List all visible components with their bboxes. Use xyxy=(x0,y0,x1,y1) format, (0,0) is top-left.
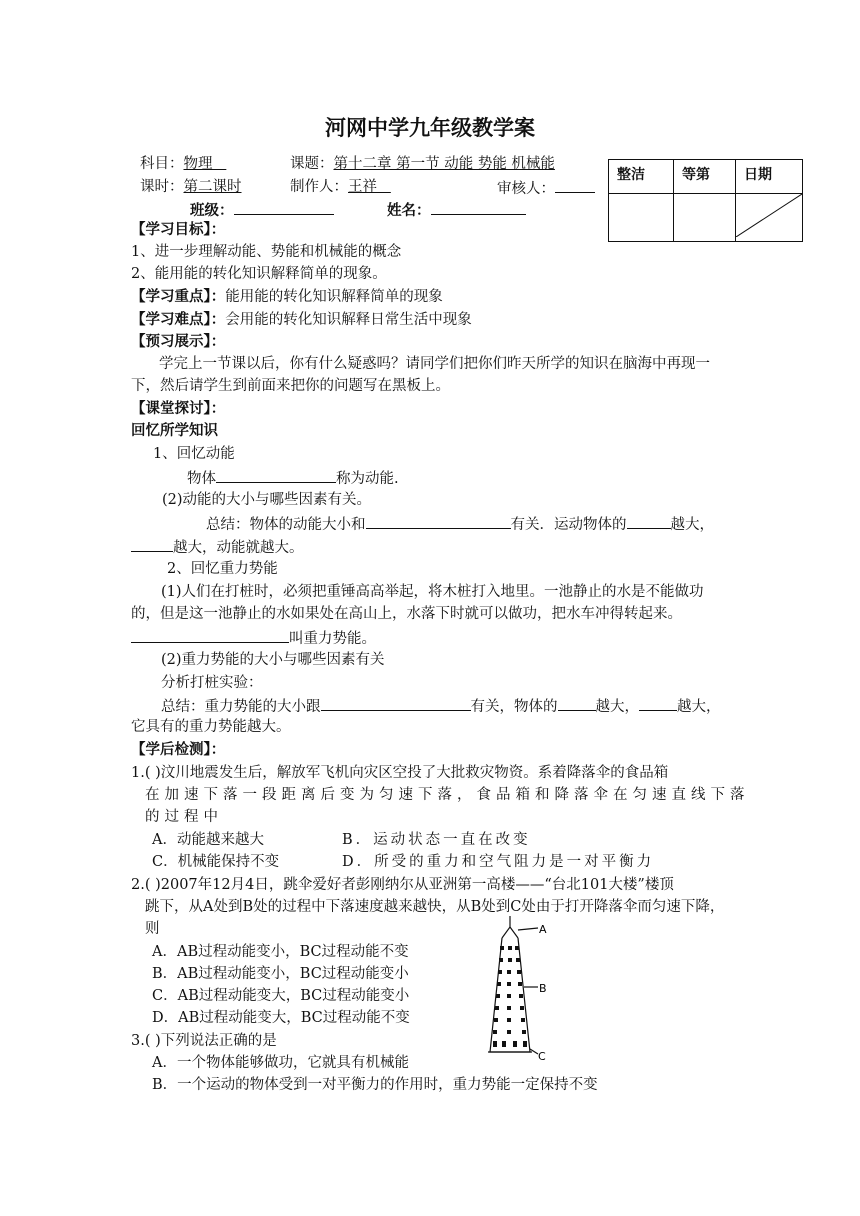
author-line: 制作人：王祥 xyxy=(290,179,377,195)
topic-line: 课题：第十二章 第一节 动能 势能 机械能 xyxy=(290,156,555,172)
name-blank xyxy=(431,199,526,215)
label-a: A xyxy=(539,923,547,936)
gpe-factors: (2)重力势能的大小与哪些因素有关 xyxy=(161,652,385,668)
grade-cell-date[interactable] xyxy=(736,194,803,242)
ke-summary-line2: 越大，动能就越大。 xyxy=(131,536,304,558)
q2-option-c: C．AB过程动能变大，BC过程动能变小 xyxy=(152,988,410,1004)
period-line: 课时：第二课时 xyxy=(140,179,242,195)
ke-definition-blank xyxy=(216,467,336,483)
q1-stem-line2: 在加速下落一段距离后变为匀速下落，食品箱和降落伞在匀速直线下落 xyxy=(145,787,750,803)
class-line: 班级： xyxy=(190,199,334,221)
author-value: 王祥 xyxy=(348,179,377,195)
taipei-101-tower-figure xyxy=(478,914,548,1062)
q2-option-b: B．AB过程动能变小，BC过程动能变小 xyxy=(152,966,409,982)
ke-summary-blank-3 xyxy=(131,536,173,552)
gpe-summary-blank-2 xyxy=(558,695,596,711)
grade-header-neatness: 整洁 xyxy=(609,160,674,194)
gpe-summary-blank-3 xyxy=(639,695,677,711)
objectives-heading: 【学习目标】： xyxy=(131,222,226,238)
q1-option-b: B．运动状态一直在改变 xyxy=(342,832,531,848)
objective-item: 2、能用能的转化知识解释简单的现象。 xyxy=(131,266,387,282)
subject-value: 物理 xyxy=(183,156,213,172)
label-b: B xyxy=(539,982,547,995)
label-c: C xyxy=(538,1050,546,1062)
gpe-definition-blank xyxy=(131,627,289,643)
ke-title: 1、回忆动能 xyxy=(153,446,235,462)
q1-option-c: C．机械能保持不变 xyxy=(152,854,280,870)
class-blank xyxy=(234,199,334,215)
ke-factors: (2)动能的大小与哪些因素有关。 xyxy=(162,492,372,508)
grade-header-level: 等第 xyxy=(674,160,736,194)
gpe-definition: 叫重力势能。 xyxy=(131,627,376,649)
ke-summary-blank-1 xyxy=(366,513,511,529)
page-title: 河网中学九年级教学案 xyxy=(325,116,535,140)
ke-definition: 物体 称为动能. xyxy=(187,467,399,489)
difficult-point: 【学习难点】：会用能的转化知识解释日常生活中现象 xyxy=(131,312,472,328)
grade-table xyxy=(608,159,803,242)
q2-option-a: A．AB过程动能变小，BC过程动能不变 xyxy=(152,944,409,960)
name-line: 姓名： xyxy=(387,199,526,221)
gpe-experiment: 分析打桩实验： xyxy=(161,675,263,691)
diagonal-line-icon xyxy=(736,194,802,237)
gpe-summary-blank-1 xyxy=(321,695,471,711)
discussion-heading: 【课堂探讨】： xyxy=(131,401,226,417)
grade-cell-level[interactable] xyxy=(674,194,736,242)
gpe-summary-line2: 它具有的重力势能越大。 xyxy=(131,719,291,735)
gpe-paragraph: (1)人们在打桩时，必须把重锤高高举起，将木桩打入地里。一池静止的水是不能做功的，但是这一池静止的水如果处在高山上，水落下时就可以做功，把水车冲得转起来。 xyxy=(131,584,704,622)
q1-option-d: D．所受的重力和空气阻力是一对平衡力 xyxy=(342,854,655,870)
q1-option-a: A．动能越来越大 xyxy=(152,832,264,848)
q3-option-b: B．一个运动的物体受到一对平衡力的作用时，重力势能一定保持不变 xyxy=(152,1077,598,1093)
subject-line: 科目：物理 xyxy=(140,156,213,172)
grade-cell-neatness[interactable] xyxy=(609,194,674,242)
preview-heading: 【预习展示】： xyxy=(131,334,226,350)
q2-stem: 2.( )2007年12月4日，跳伞爱好者彭刚纳尔从亚洲第一高楼——“台北101大楼”楼顶 xyxy=(131,877,674,893)
ke-summary: 总结：物体的动能大小和 有关．运动物体的 越大， xyxy=(206,513,714,535)
gpe-summary: 总结：重力势能的大小跟 有关，物体的 越大， 越大， xyxy=(161,695,721,717)
preview-text: 学完上一节课以后，你有什么疑惑吗？请同学们把你们昨天所学的知识在脑海中再现一下，然后请学生到前面来把你的问题写在黑板上。 xyxy=(131,356,710,394)
review-heading: 回忆所学知识 xyxy=(131,423,218,439)
objective-item: 1、进一步理解动能、势能和机械能的概念 xyxy=(131,244,402,260)
reviewer-line: 审核人： xyxy=(497,177,595,199)
key-point: 【学习重点】：能用能的转化知识解释简单的现象 xyxy=(131,289,443,305)
ke-summary-blank-2 xyxy=(627,513,671,529)
q1-stem: 1.( )汶川地震发生后，解放军飞机向灾区空投了大批救灾物资。系着降落伞的食品箱 xyxy=(131,765,669,781)
reviewer-blank xyxy=(555,177,595,193)
period-value: 第二课时 xyxy=(183,179,242,195)
gpe-title: 2、回忆重力势能 xyxy=(167,561,278,577)
q2-stem-line2: 跳下，从A处到B处的过程中下落速度越来越快，从B处到C处由于打开降落伞而匀速下降， xyxy=(145,899,725,915)
assessment-heading: 【学后检测】： xyxy=(131,742,226,758)
q2-option-d: D．AB过程动能变大，BC过程动能不变 xyxy=(152,1010,410,1026)
q3-stem: 3.( )下列说法正确的是 xyxy=(131,1033,277,1049)
q2-stem-line3: 则 xyxy=(145,921,160,937)
q3-option-a: A．一个物体能够做功，它就具有机械能 xyxy=(152,1055,409,1071)
q1-stem-line3: 的过程中 xyxy=(145,809,223,825)
topic-value: 第十二章 第一节 动能 势能 机械能 xyxy=(333,156,555,172)
grade-header-date: 日期 xyxy=(736,160,803,194)
